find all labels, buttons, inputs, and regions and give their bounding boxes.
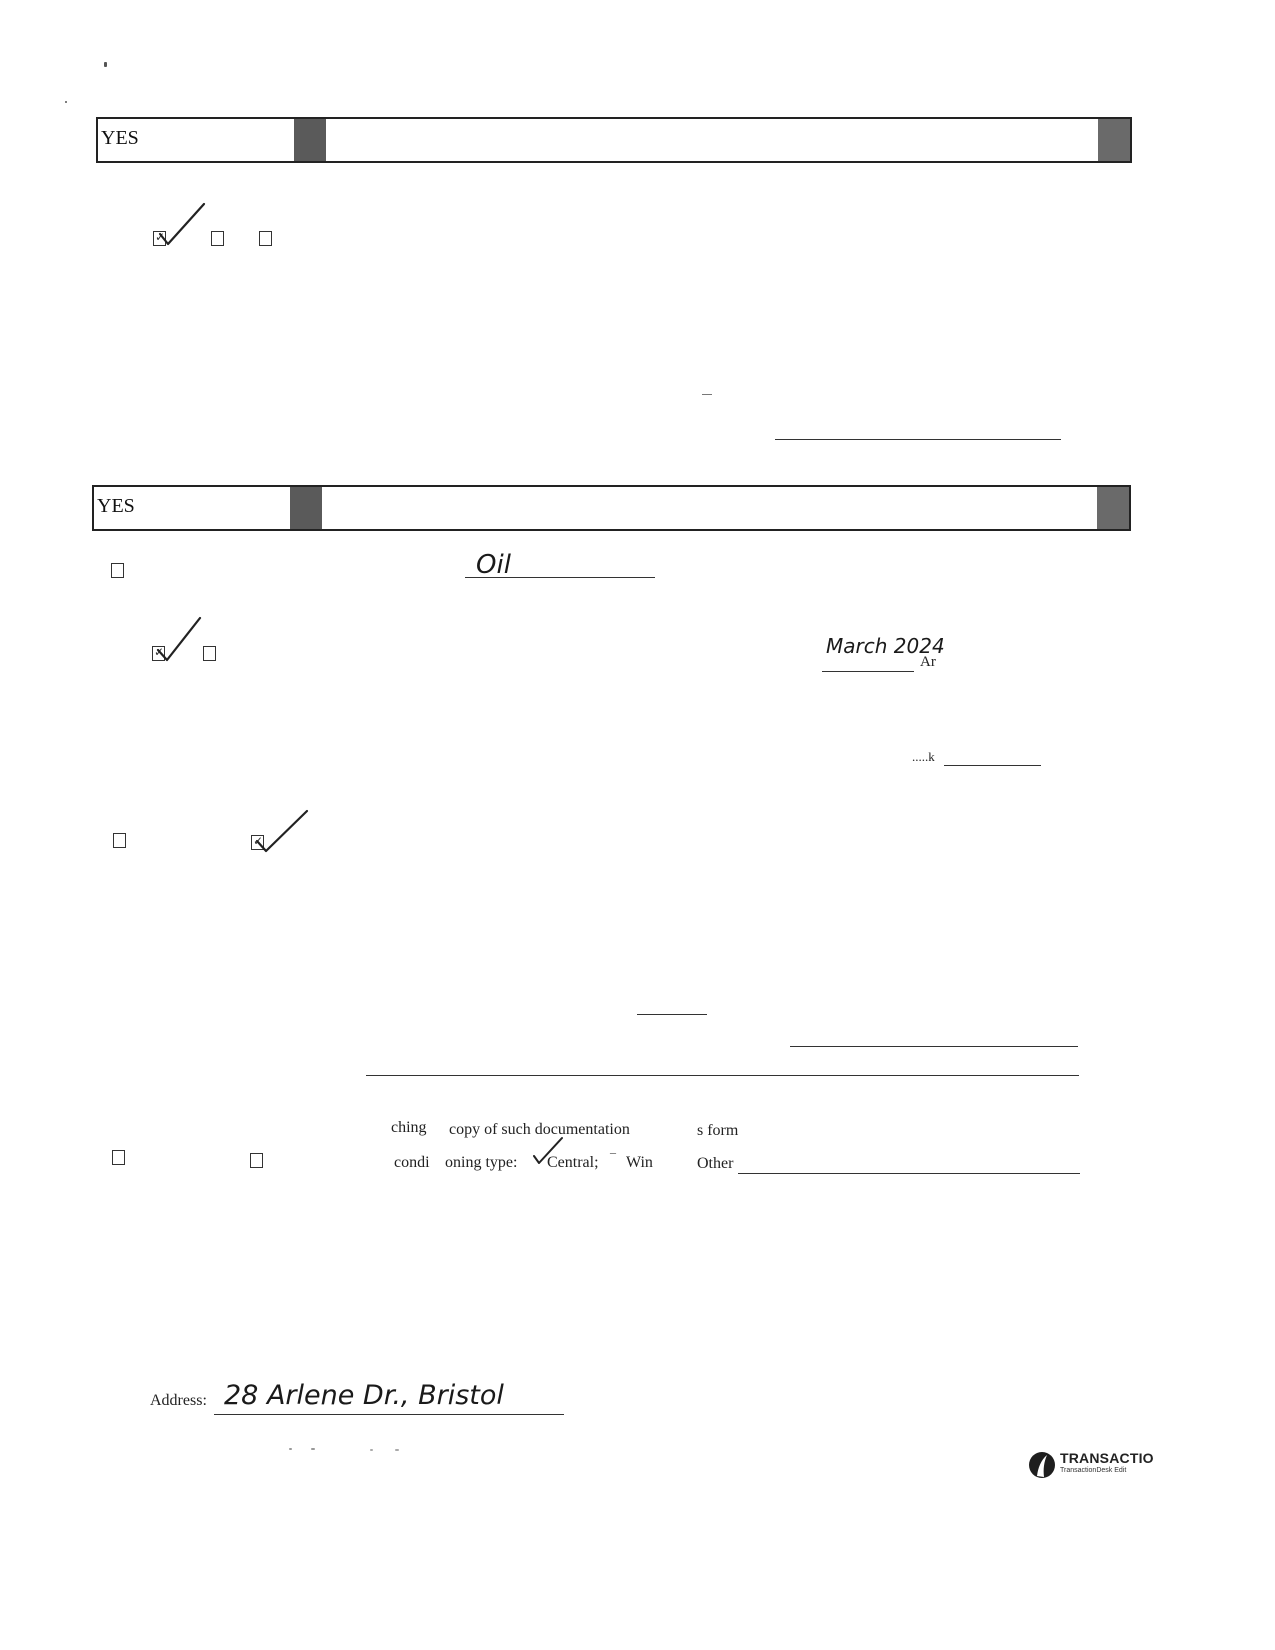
header-shaded-cell: [294, 119, 326, 161]
scan-speck: [289, 1448, 292, 1450]
faint-dash: [702, 394, 712, 395]
scan-speck: [311, 1448, 315, 1450]
answer-underline: [637, 1014, 707, 1015]
k-label: .....k: [912, 749, 935, 764]
yes-column-label: YES: [101, 127, 139, 149]
checkbox[interactable]: [250, 1153, 263, 1168]
checkbox[interactable]: [203, 646, 216, 661]
header-shaded-cell: [1097, 487, 1129, 529]
documentation-fragment-1: ching: [391, 1119, 427, 1136]
install-date-underline: [822, 671, 914, 672]
section-header-bar-1: [96, 117, 1132, 163]
ac-type-fragment-2: oning type:: [445, 1154, 518, 1171]
ac-central-option: Central;: [547, 1154, 599, 1171]
header-shaded-cell: [1098, 119, 1130, 161]
checkbox[interactable]: [111, 563, 124, 578]
k-underline: [944, 765, 1041, 766]
install-date-handwritten: March 2024: [826, 634, 945, 658]
fuel-type-underline: [465, 577, 655, 578]
checkbox[interactable]: [112, 1150, 125, 1165]
fuel-type-handwritten: Oil: [476, 550, 511, 580]
checkbox[interactable]: [113, 833, 126, 848]
yes-column-label: YES: [97, 495, 135, 517]
scan-speck: [395, 1449, 399, 1451]
answer-underline: [366, 1075, 1079, 1076]
ac-other-underline: [738, 1173, 1080, 1174]
ac-other-label: Other: [697, 1155, 734, 1172]
address-label: Address:: [150, 1392, 207, 1409]
check-icon: ✓: [155, 230, 166, 244]
checkbox[interactable]: [259, 231, 272, 246]
handwritten-check-mark-icon: [156, 614, 204, 662]
handwritten-check-mark-icon: [530, 1136, 566, 1168]
handwritten-check-mark-icon: [255, 807, 311, 853]
transactiondesk-logo-icon: [1028, 1450, 1056, 1480]
section-header-bar-2: [92, 485, 1131, 531]
scan-speck: [65, 101, 67, 103]
documentation-fragment-3: s form: [697, 1122, 739, 1139]
scan-speck: [370, 1449, 373, 1451]
scan-speck: [104, 62, 107, 67]
logo-subtitle: TransactionDesk Edit: [1060, 1467, 1127, 1474]
property-address-handwritten: 28 Arlene Dr., Bristol: [224, 1380, 504, 1411]
ac-window-option: Win: [626, 1154, 653, 1171]
handwritten-check-mark-icon: [158, 200, 208, 246]
address-underline: [214, 1414, 564, 1415]
check-icon: ✓: [154, 645, 165, 659]
header-shaded-cell: [290, 487, 322, 529]
logo-title: TRANSACTIO: [1060, 1450, 1154, 1466]
checkbox[interactable]: [211, 231, 224, 246]
answer-underline: [775, 439, 1061, 440]
ac-type-fragment-1: condi: [394, 1154, 430, 1171]
check-icon: ✓: [253, 834, 264, 848]
answer-underline: [790, 1046, 1078, 1047]
transactiondesk-logo: [1028, 1448, 1154, 1488]
ac-window-dash: ¯: [610, 1151, 616, 1165]
date-suffix-fragment: Ar: [920, 654, 936, 670]
documentation-fragment-2: copy of such documentation: [449, 1121, 630, 1138]
